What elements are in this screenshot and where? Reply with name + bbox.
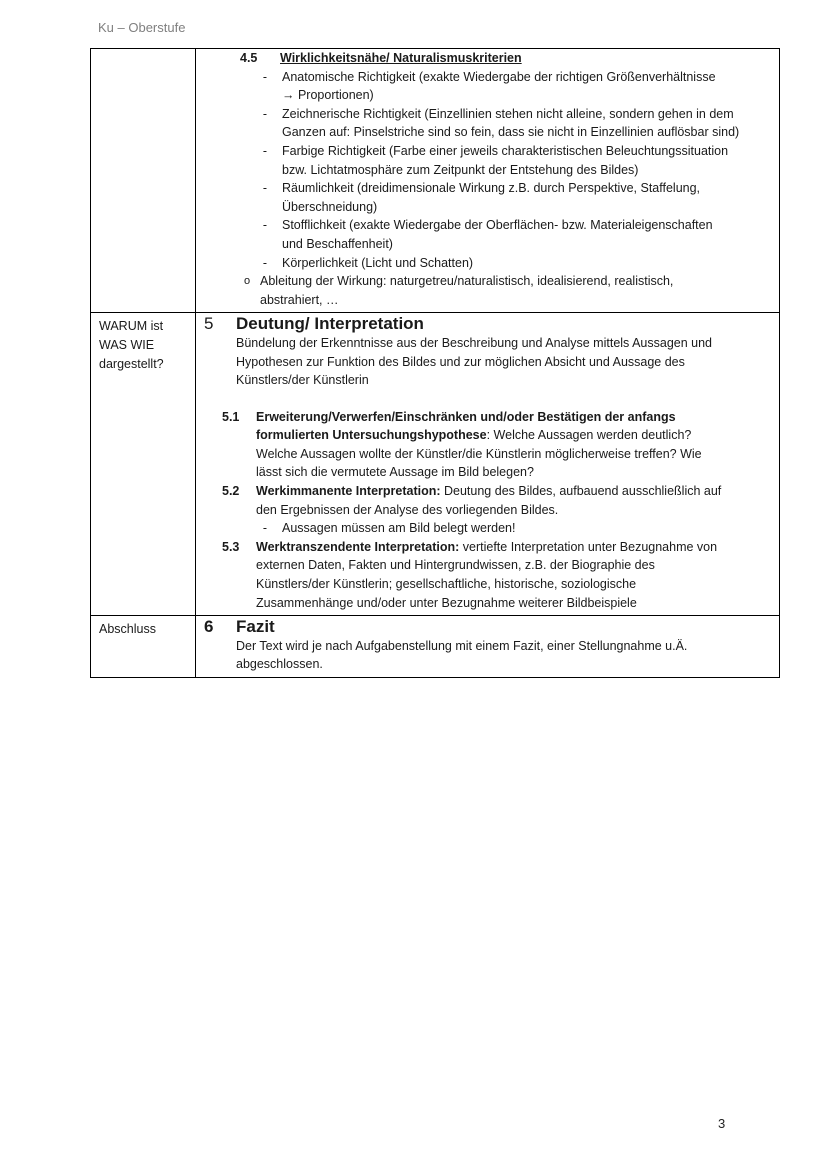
table-row: [91, 616, 780, 678]
list-item-line: abstrahiert, …: [260, 292, 339, 307]
section-text: [236, 637, 773, 674]
list-item-line: Stofflichkeit (exakte Wiedergabe der Oberflächen- bzw. Materialeigenschaften: [282, 218, 713, 233]
paragraph-line: Bündelung der Erkenntnisse aus der Beschreibung und Analyse mittels Aussagen und: [236, 335, 713, 350]
item-line: Welche Aussagen wollte der Künstler/die Künstlerin möglicherweise treffen? Wie: [256, 446, 702, 461]
list-item: [248, 68, 773, 105]
subsection-number: 4.5: [240, 51, 258, 65]
list-item-line: Körperlichkeit (Licht und Schatten): [282, 255, 474, 270]
row-label-cell: [91, 616, 196, 678]
paragraph-line: Hypothesen zur Funktion des Bildes und zur möglichen Absicht und Aussage des: [236, 354, 685, 369]
row-label-line: dargestellt?: [99, 356, 164, 371]
list-item-line: Überschneidung): [282, 199, 378, 214]
paragraph-line: Der Text wird je nach Aufgabenstellung mit einem Fazit, einer Stellungnahme u.Ä.: [236, 638, 688, 653]
list-item-line: Anatomische Richtigkeit (exakte Wiedergabe der richtigen Größenverhältnisse: [282, 69, 716, 84]
section-heading: [204, 618, 773, 637]
item-number: 5.3: [222, 539, 240, 554]
item-number: 5.2: [222, 484, 240, 499]
item-heading-bold: Werktranszendente Interpretation:: [256, 539, 460, 554]
item-number: 5.1: [222, 409, 240, 424]
item-line: lässt sich die vermutete Aussage im Bild belegen?: [256, 465, 534, 480]
item-line: [256, 538, 773, 557]
list-item: [248, 519, 773, 538]
section-heading: [204, 315, 773, 334]
structure-table: [90, 48, 780, 678]
running-header: Ku – Oberstufe: [98, 20, 186, 35]
dash-bullet: -: [262, 106, 268, 121]
section-intro: [236, 334, 773, 390]
list-item-line: Ganzen auf: Pinselstriche sind so fein, dass sie nicht in Einzellinien auflösbar sind): [282, 125, 740, 140]
list-item: [248, 216, 773, 253]
row-label-cell: [91, 313, 196, 616]
list-item-line: Farbige Richtigkeit (Farbe einer jeweils charakteristischen Beleuchtungssituation: [282, 143, 729, 158]
dash-bullet: -: [262, 255, 268, 270]
dash-bullet: -: [262, 69, 268, 84]
list-item-line: und Beschaffenheit): [282, 236, 393, 251]
item-heading-bold: Werkimmanente Interpretation:: [256, 484, 441, 499]
list-item: [234, 272, 773, 309]
list-item-line: → Proportionen): [282, 88, 374, 103]
table-row: [91, 313, 780, 616]
list-item-line: Ableitung der Wirkung: naturgetreu/naturalistisch, idealisierend, realistisch,: [260, 274, 674, 289]
item-line: Künstlers/der Künstlerin; gesellschaftliche, historische, soziologische: [256, 577, 637, 592]
list-item-line: Zeichnerische Richtigkeit (Einzellinien stehen nicht alleine, sondern gehen in dem: [282, 106, 734, 121]
list-item-line: Räumlichkeit (dreidimensionale Wirkung z.B. durch Perspektive, Staffelung,: [282, 181, 701, 196]
dash-bullet: -: [262, 181, 268, 196]
dash-bullet: -: [262, 218, 268, 233]
content-cell: [196, 616, 780, 678]
section-title: Fazit: [236, 617, 275, 637]
row-label-line: WAS WIE: [99, 337, 155, 352]
section-number: 5: [204, 314, 214, 334]
numbered-item: [222, 482, 773, 519]
item-text-rest: : Welche Aussagen werden deutlich?: [486, 428, 692, 443]
numbered-item: [222, 408, 773, 482]
section-title: Deutung/ Interpretation: [236, 314, 424, 334]
item-line: Zusammenhänge und/oder unter Bezugnahme weiterer Bildbeispiele: [256, 595, 637, 610]
section-number: 6: [204, 617, 214, 637]
row-label-line: Abschluss: [99, 622, 156, 637]
paragraph-line: Künstlers/der Künstlerin: [236, 373, 369, 388]
list-item: [248, 179, 773, 216]
item-heading-bold: formulierten Untersuchungshypothese: [256, 428, 487, 443]
content-cell: [196, 313, 780, 616]
dash-bullet: -: [262, 521, 268, 536]
list-item: [248, 142, 773, 179]
content-cell: [196, 49, 780, 313]
table-row: [91, 49, 780, 313]
subsection-title: Wirklichkeitsnähe/ Naturalismuskriterien: [280, 51, 522, 65]
list-item: [248, 254, 773, 273]
list-item-line: bzw. Lichtatmosphäre zum Zeitpunkt der Entstehung des Bildes): [282, 162, 639, 177]
list-item-line: Aussagen müssen am Bild belegt werden!: [282, 521, 516, 536]
paragraph-line: abgeschlossen.: [236, 657, 323, 672]
item-line: den Ergebnissen der Analyse des vorliegenden Bildes.: [256, 502, 559, 517]
row-label-cell: [91, 49, 196, 313]
row-label-line: WARUM ist: [99, 319, 164, 334]
numbered-item: [222, 538, 773, 612]
page-number: 3: [718, 1116, 726, 1131]
subsection-heading: [240, 49, 773, 68]
item-heading-line: Erweiterung/Verwerfen/Einschränken und/oder Bestätigen der anfangs: [256, 409, 676, 424]
item-line: [256, 482, 773, 501]
list-item: [248, 105, 773, 142]
item-line: externen Daten, Fakten und Hintergrundwissen, z.B. der Biographie des: [256, 558, 655, 573]
item-line: [256, 426, 773, 445]
item-text-rest: vertiefte Interpretation unter Bezugnahme von: [459, 539, 718, 554]
item-text-rest: Deutung des Bildes, aufbauend ausschließlich auf: [440, 484, 722, 499]
dash-bullet: -: [262, 143, 268, 158]
circle-bullet: o: [243, 275, 251, 288]
